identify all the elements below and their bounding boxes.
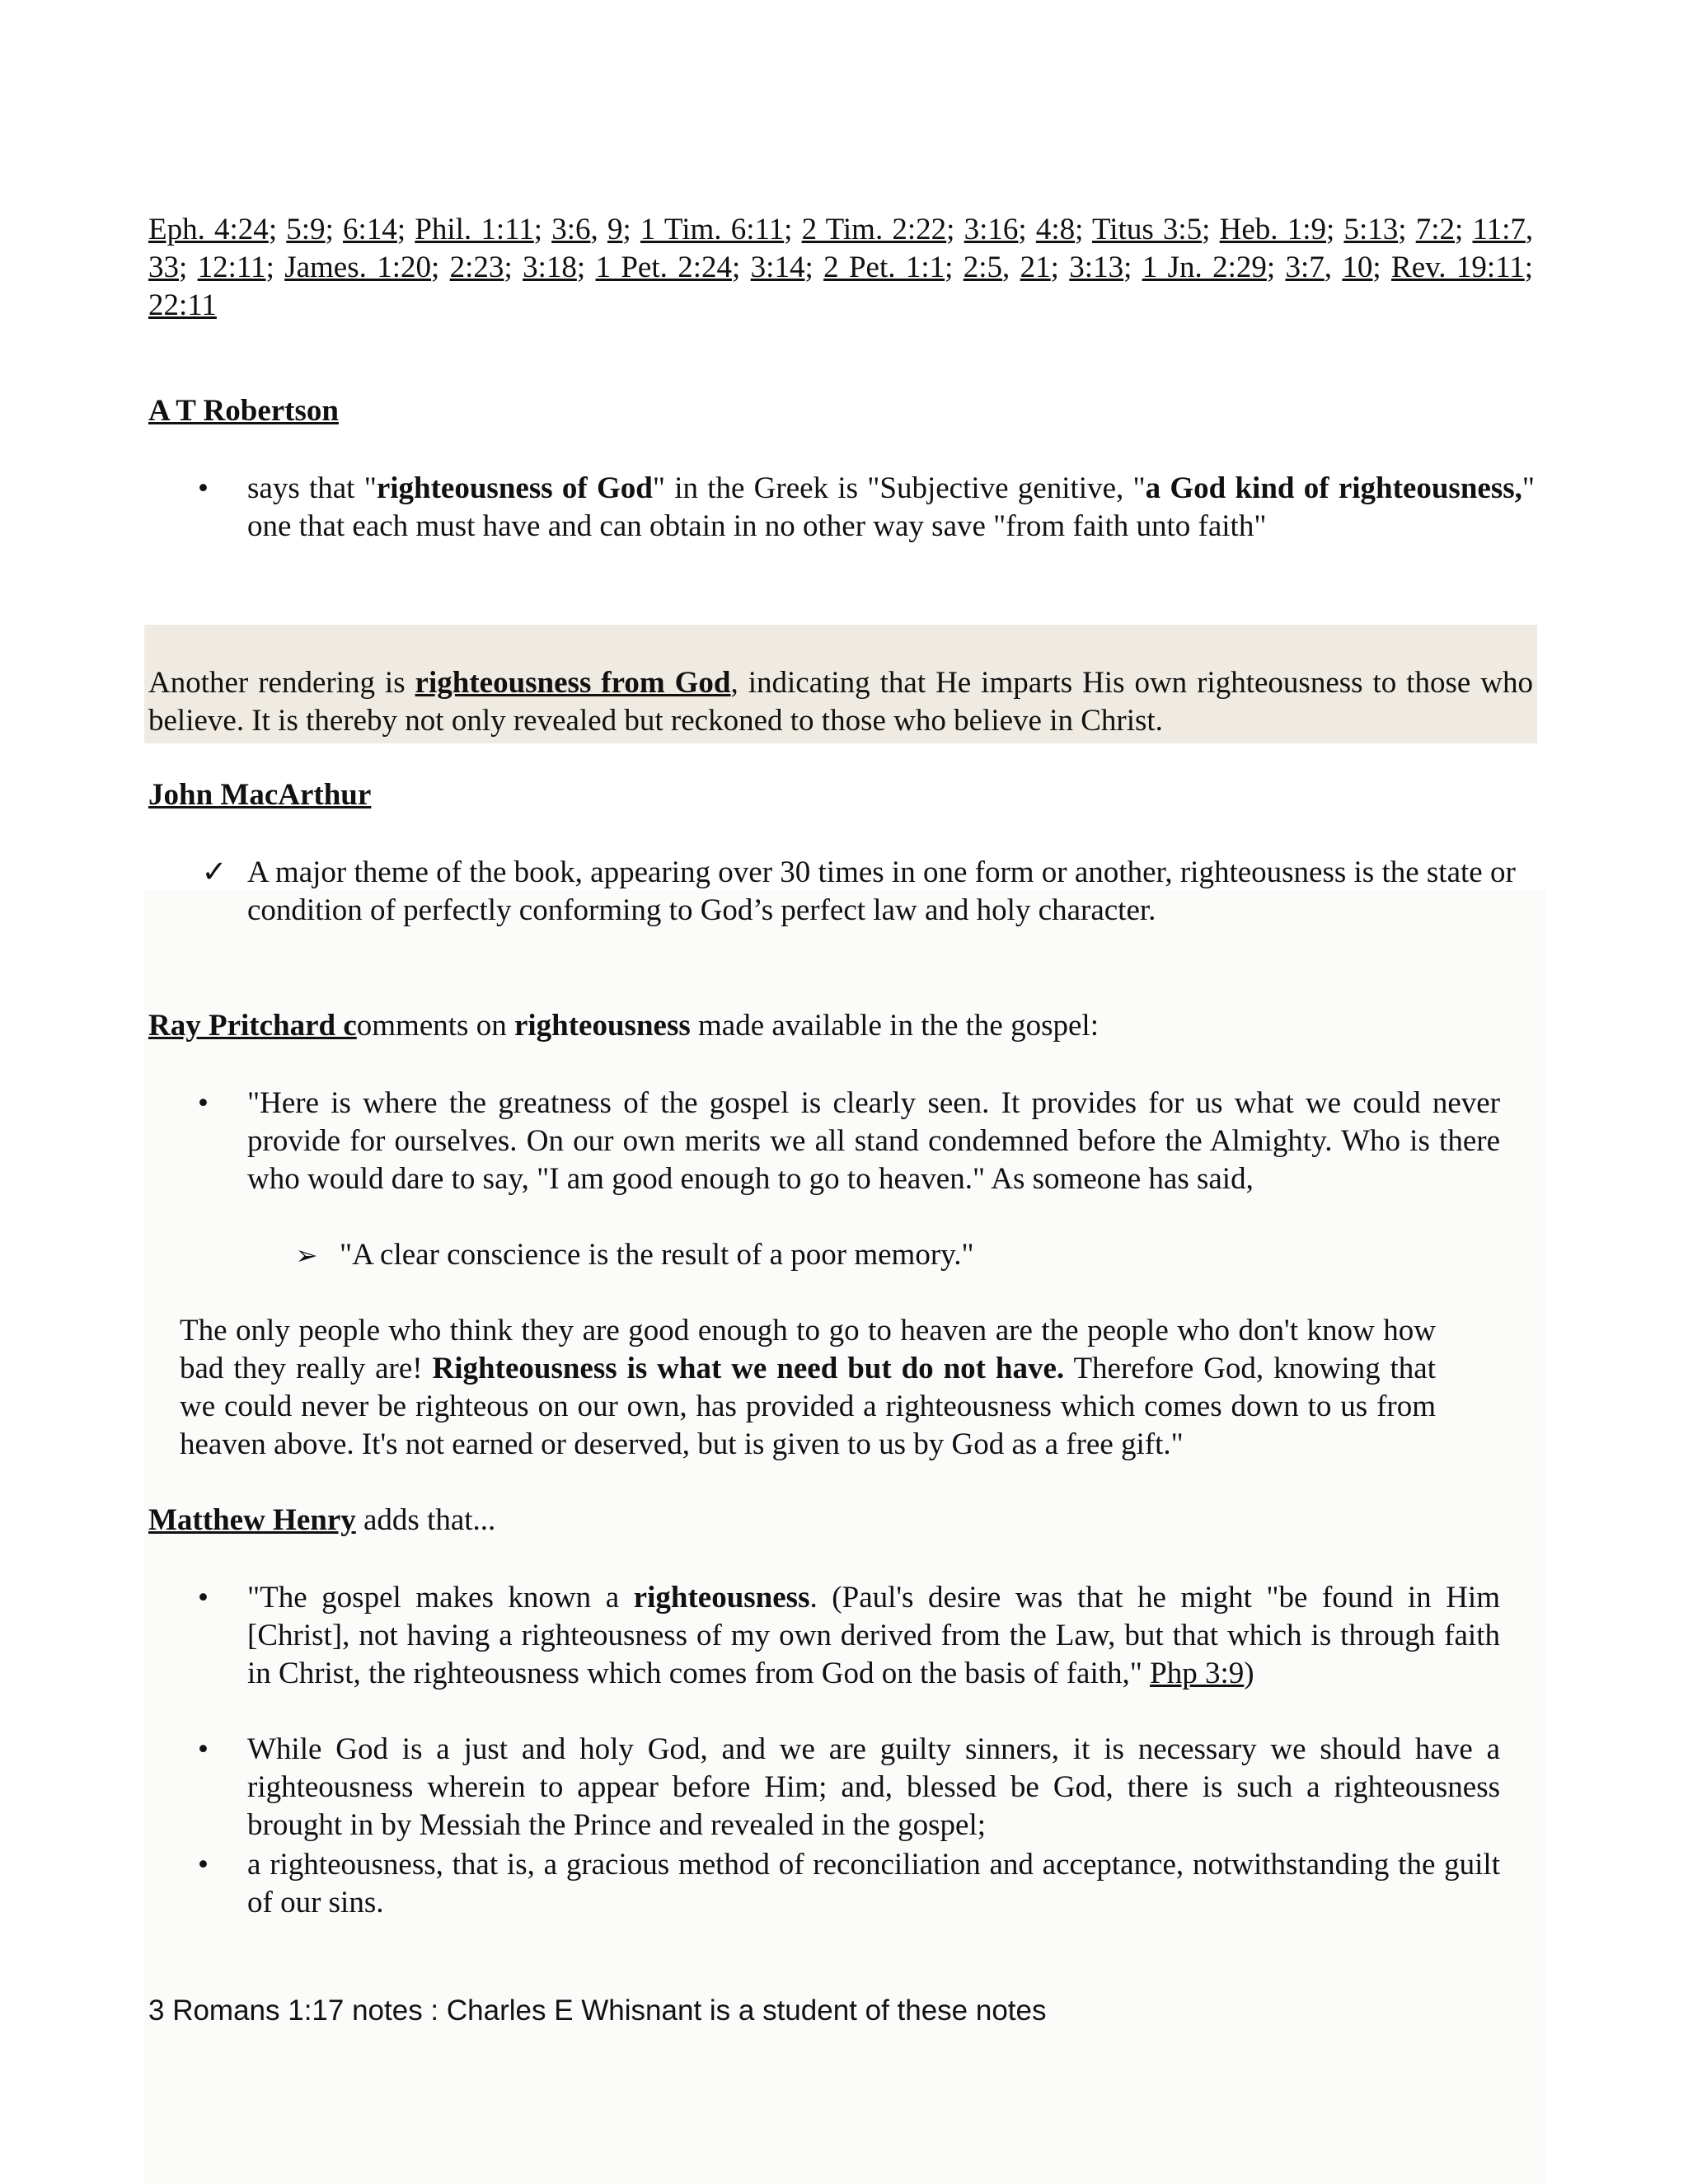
- ref-separator: ;: [945, 251, 964, 284]
- rendering-paragraph: Another rendering is righteousness from God, indicating that He imparts His own righteousness to those who believe. It is thereby not only revealed but reckoned to those who believe in Christ.: [148, 666, 1533, 738]
- scripture-ref-link[interactable]: 4:8: [1035, 213, 1076, 246]
- ref-separator: ;: [179, 251, 198, 284]
- scripture-ref-link[interactable]: Phil. 1:11: [415, 213, 534, 246]
- scripture-ref-link[interactable]: 11:7: [1472, 213, 1526, 246]
- bullet-icon: •: [198, 471, 209, 505]
- link-php-3-9[interactable]: Php 3:9: [1150, 1657, 1245, 1690]
- ref-separator: ;: [268, 213, 287, 246]
- ref-separator: ;: [622, 213, 640, 246]
- scripture-ref-link[interactable]: Eph. 4:24: [148, 213, 269, 246]
- ref-separator: ;: [1202, 213, 1220, 246]
- pritchard-intro: Ray Pritchard comments on righteousness made available in the the gospel:: [148, 1009, 1099, 1043]
- ref-separator: ;: [1326, 213, 1344, 246]
- scripture-ref-link[interactable]: Rev. 19:11: [1391, 251, 1525, 284]
- scripture-ref-link[interactable]: 2 Tim. 2:22: [801, 213, 947, 246]
- heading-robertson[interactable]: A T Robertson: [148, 394, 339, 428]
- henry-intro: Matthew Henry adds that...: [148, 1503, 496, 1537]
- pritchard-subbullet: ➢ "A clear conscience is the result of a poor memory.": [340, 1236, 1411, 1274]
- arrow-icon: ➢: [295, 1240, 318, 1271]
- scripture-ref-link[interactable]: 1 Jn. 2:29: [1142, 251, 1267, 284]
- ref-separator: ;: [1050, 251, 1070, 284]
- heading-macarthur[interactable]: John MacArthur: [148, 778, 372, 812]
- ref-separator: ;: [265, 251, 285, 284]
- ref-separator: ;: [946, 213, 964, 246]
- ref-separator: ;: [504, 251, 523, 284]
- ref-separator: ;: [576, 251, 596, 284]
- scripture-ref-link[interactable]: 1 Pet. 2:24: [595, 251, 733, 284]
- ref-separator: ;: [325, 213, 344, 246]
- ref-separator: ;: [396, 213, 415, 246]
- scripture-ref-link[interactable]: 12:11: [197, 251, 266, 284]
- ref-separator: ;: [1266, 251, 1286, 284]
- scripture-ref-link[interactable]: 7:2: [1415, 213, 1455, 246]
- ref-separator: ;: [1018, 213, 1036, 246]
- scripture-ref-link[interactable]: 2:23: [449, 251, 504, 284]
- scripture-ref-link[interactable]: 22:11: [148, 288, 217, 322]
- scripture-ref-link[interactable]: 3:18: [523, 251, 577, 284]
- scripture-ref-link[interactable]: Titus 3:5: [1091, 213, 1203, 246]
- ref-separator: ,: [1324, 251, 1343, 284]
- heading-henry[interactable]: Matthew Henry: [148, 1503, 356, 1537]
- macarthur-bullet: ✓ A major theme of the book, appearing over 30 times in one form or another, righteousness is the state or condition of perfectly conforming to God’s perfect law and holy character.: [247, 854, 1535, 930]
- henry-bullet-2: • While God is a just and holy God, and we are guilty sinners, it is necessary we should have a righteousness wherein to appear before Him; and, blessed be God, there is such a righteousness brought in by Messiah the Prince and revealed in the gospel;: [198, 1732, 1500, 1842]
- ref-separator: ;: [1075, 213, 1092, 246]
- ref-separator: ;: [533, 213, 552, 246]
- scripture-ref-link[interactable]: 3:13: [1069, 251, 1124, 284]
- heading-pritchard[interactable]: Ray Pritchard c: [148, 1009, 357, 1043]
- pritchard-bullet: • "Here is where the greatness of the gospel is clearly seen. It provides for us what we could never provide for ourselves. On our own merits we all stand condemned before the Almighty. Who is there who would dare to say, "I am good enough to go to heaven." As someone has said,: [198, 1086, 1500, 1196]
- ref-separator: ;: [1372, 251, 1392, 284]
- scripture-ref-link[interactable]: 33: [148, 251, 179, 284]
- ref-separator: ;: [1398, 213, 1416, 246]
- ref-separator: ,: [1002, 251, 1020, 284]
- bullet-icon: •: [198, 1848, 209, 1882]
- scripture-ref-link[interactable]: James. 1:20: [284, 251, 432, 284]
- scripture-ref-link[interactable]: Heb. 1:9: [1219, 213, 1326, 246]
- bullet-icon: •: [198, 1086, 209, 1120]
- scripture-ref-link[interactable]: 2 Pet. 1:1: [823, 251, 945, 284]
- ref-separator: ;: [1524, 251, 1534, 284]
- ref-separator: ;: [804, 251, 824, 284]
- scripture-ref-link[interactable]: 10: [1342, 251, 1373, 284]
- ref-separator: ;: [431, 251, 450, 284]
- page-footer: 3 Romans 1:17 notes : Charles E Whisnant is a student of these notes: [148, 1994, 1047, 2027]
- scripture-ref-link[interactable]: 3:14: [750, 251, 805, 284]
- pritchard-paragraph: The only people who think they are good enough to go to heaven are the people who don't know how bad they really are! Righteousness is what we need but do not have. Therefore God, knowing that we could never be righteous on our own, has provided a righteousness which comes down to us from heaven above. It's not earned or deserved, but is given to us by God as a free gift.": [180, 1314, 1436, 1461]
- scripture-ref-link[interactable]: 2:5: [963, 251, 1003, 284]
- scripture-ref-link[interactable]: 3:6: [551, 213, 591, 246]
- robertson-bullet: • says that "righteousness of God" in the Greek is "Subjective genitive, "a God kind of righteousness," one that each must have and can obtain in no other way save "from faith unto faith": [198, 471, 1535, 543]
- scripture-ref-link[interactable]: 6:14: [343, 213, 397, 246]
- scripture-ref-link[interactable]: 3:16: [964, 213, 1019, 246]
- scripture-ref-link[interactable]: 9: [607, 213, 623, 246]
- scripture-ref-link[interactable]: 1 Tim. 6:11: [640, 213, 785, 246]
- henry-bullet-1: • "The gospel makes known a righteousness. (Paul's desire was that he might "be found in Him [Christ], not having a righteousness of my own derived from the Law, but that which is through faith in Christ, the righteousness which comes from God on the basis of faith," Php 3:9): [198, 1581, 1500, 1690]
- check-icon: ✓: [201, 855, 227, 889]
- ref-separator: ,: [1525, 213, 1534, 246]
- ref-separator: ,: [590, 213, 607, 246]
- scripture-ref-link[interactable]: 5:13: [1343, 213, 1399, 246]
- ref-separator: ;: [1123, 251, 1142, 284]
- scripture-ref-link[interactable]: 21: [1020, 251, 1051, 284]
- ref-separator: ;: [1455, 213, 1473, 246]
- scripture-references: [148, 211, 1533, 325]
- bullet-icon: •: [198, 1732, 209, 1766]
- bullet-icon: •: [198, 1581, 209, 1615]
- ref-separator: ;: [784, 213, 802, 246]
- scripture-ref-link[interactable]: 3:7: [1285, 251, 1325, 284]
- henry-bullet-3: • a righteousness, that is, a gracious method of reconciliation and acceptance, notwithstanding the guilt of our sins.: [198, 1848, 1500, 1919]
- scripture-ref-link[interactable]: 5:9: [286, 213, 326, 246]
- ref-separator: ;: [732, 251, 751, 284]
